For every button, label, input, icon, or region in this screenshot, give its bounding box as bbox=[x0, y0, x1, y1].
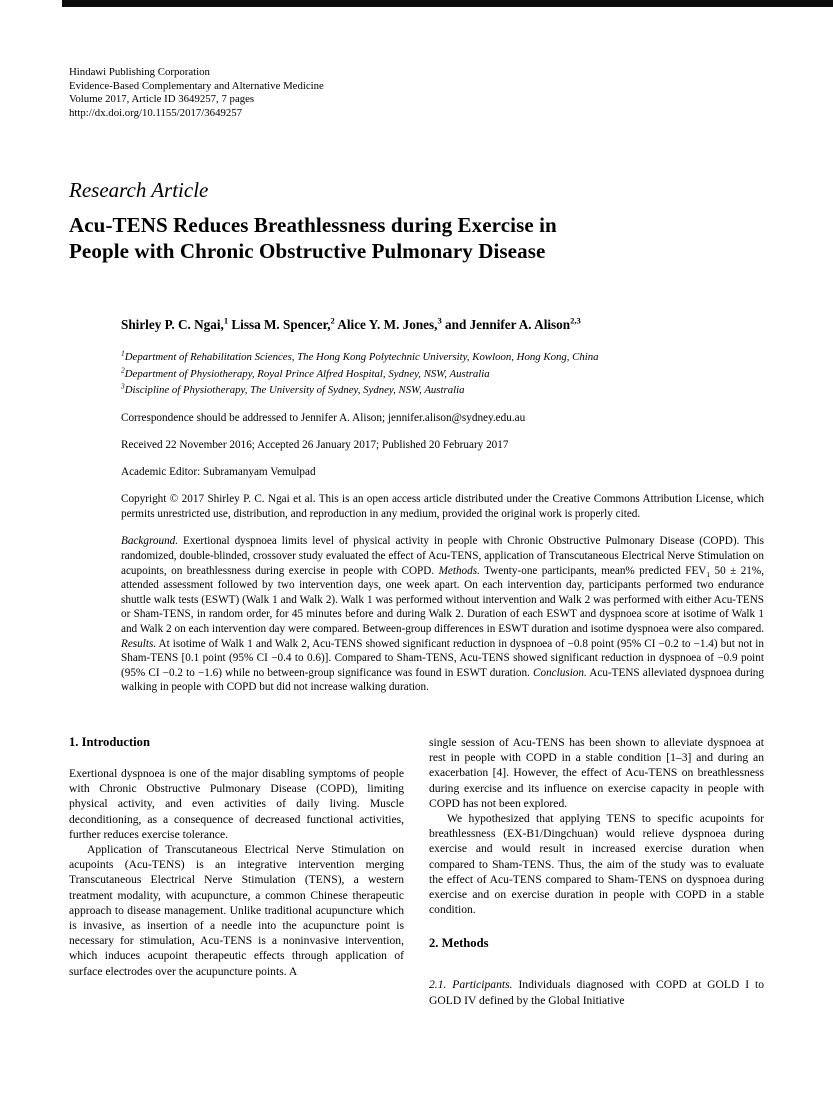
author-affil-ref: 1 bbox=[223, 315, 229, 326]
affiliation-number: 3 bbox=[121, 381, 125, 391]
academic-editor-line: Academic Editor: Subramanyam Vemulpad bbox=[121, 465, 316, 478]
page-content bbox=[69, 0, 764, 1008]
front-matter bbox=[121, 316, 764, 695]
journal-name: Evidence-Based Complementary and Alternative Medicine bbox=[69, 79, 324, 92]
correspondence-text: Correspondence should be addressed to Jennifer A. Alison; bbox=[121, 411, 388, 424]
abstract-methods-text-a: Twenty-one participants, mean% predicted FEV bbox=[479, 564, 707, 577]
author-name: Shirley P. C. Ngai, bbox=[121, 317, 224, 333]
author-affil-ref: 2 bbox=[330, 315, 335, 326]
correspondence-line bbox=[121, 411, 764, 425]
correspondence-email[interactable]: jennifer.alison@sydney.edu.au bbox=[387, 411, 526, 424]
article-title-line2: People with Chronic Obstructive Pulmonary Disease bbox=[69, 239, 546, 264]
dates-line: Received 22 November 2016; Accepted 26 January 2017; Published 20 February 2017 bbox=[121, 438, 509, 451]
participants-text: Individuals diagnosed with COPD at GOLD I to GOLD IV defined by the Global Initiative bbox=[429, 978, 764, 1007]
right-column bbox=[429, 735, 764, 1008]
intro-paragraph-4: We hypothesized that applying TENS to specific acupoints for breathlessness (EX-B1/Dingchuan) would relieve dyspnoea during exercise and would result in increased exercise duration when compared to Sham-TENS. Thus, the aim of the study was to evaluate the effect of Acu-TENS compared to Sham-TENS on dyspnoea during exercise and on exercise duration in people with COPD in a stable condition. bbox=[429, 811, 764, 917]
abstract-methods-text-b: 50 ± 21%, attended assessment followed by two intervention days, one week apart. On each intervention day, participants performed two endurance shuttle walk tests (ESWT) (Walk 1 and Walk 2). Walk 1 was performed without intervention and Walk 2 was performed with either Acu-TENS or Sham-TENS, in random order, for 45 minutes before and during Walk 2. Duration of each ESWT and dyspnoea score at isotime of Walk 1 and Walk 2 on each intervention day were compared. Between-group differences in ESWT duration and isotime dyspnoea were also compared. bbox=[121, 564, 765, 635]
abstract-methods-label: Methods. bbox=[438, 564, 480, 577]
author-name: and Jennifer A. Alison bbox=[441, 317, 571, 333]
volume-info: Volume 2017, Article ID 3649257, 7 pages bbox=[69, 93, 255, 106]
publisher-name: Hindawi Publishing Corporation bbox=[69, 66, 210, 78]
article-body bbox=[69, 735, 764, 1008]
abstract-results-text: At isotime of Walk 1 and Walk 2, Acu-TENS showed significant reduction in dyspnoea of −0.8 point (95% CI −0.2 to −1.4) but not in Sham-TENS [0.1 point (95% CI −0.4 to 0.6)]. Compared to Sham-TENS, Acu-TENS showed significant reduction in dyspnoea of −0.9 point (95% CI −0.2 to −1.6) while no between-group significance was found in ESWT duration. bbox=[121, 637, 764, 679]
publisher-info-block bbox=[69, 66, 764, 120]
abstract-paragraph bbox=[121, 534, 764, 695]
article-type-label: Research Article bbox=[69, 178, 209, 203]
affiliation-line bbox=[121, 349, 764, 365]
authors-line bbox=[121, 316, 764, 333]
abstract-conclusion-text: Acu-TENS alleviated dyspnoea during walking in people with COPD but did not increase walking duration. bbox=[121, 666, 764, 694]
left-column bbox=[69, 735, 404, 1008]
intro-paragraph-1: Exertional dyspnoea is one of the major disabling symptoms of people with Chronic Obstructive Pulmonary Disease (COPD), limiting physical activity, and even activities of daily living. Muscle deconditioning, as a consequence of decreased functional activities, further reduces exercise tolerance. bbox=[69, 766, 404, 841]
fev-subscript: 1 bbox=[706, 569, 711, 579]
section-heading-methods: 2. Methods bbox=[429, 936, 489, 951]
abstract-background-label: Background. bbox=[121, 535, 179, 548]
participants-paragraph bbox=[429, 977, 764, 1007]
author-affil-ref: 3 bbox=[437, 315, 442, 326]
abstract-results-label: Results. bbox=[121, 637, 157, 650]
affiliation-line bbox=[121, 382, 764, 398]
author-name: Lissa M. Spencer, bbox=[228, 317, 331, 333]
doi-link[interactable]: http://dx.doi.org/10.1155/2017/3649257 bbox=[69, 106, 243, 119]
affiliation-text: Discipline of Physiotherapy, The University of Sydney, Sydney, NSW, Australia bbox=[124, 383, 465, 396]
abstract-background-text: Exertional dyspnoea limits level of physical activity in people with Chronic Obstructive Pulmonary Disease (COPD). This randomized, double-blinded, crossover study evaluated the effect of Acu-TENS, application of Transcutaneous Electrical Nerve Stimulation on acupoints, on breathlessness during exercise in people with COPD. bbox=[121, 535, 764, 577]
affiliation-text: Department of Rehabilitation Sciences, The Hong Kong Polytechnic University, Kowloon, Hong Kong, China bbox=[124, 351, 599, 364]
copyright-notice: Copyright © 2017 Shirley P. C. Ngai et al. This is an open access article distributed under the Creative Commons Attribution License, which permits unrestricted use, distribution, and reproduction in any medium, provided the original work is properly cited. bbox=[121, 492, 764, 521]
author-name: Alice Y. M. Jones, bbox=[334, 317, 438, 333]
affiliation-number: 1 bbox=[121, 348, 125, 358]
affiliation-number: 2 bbox=[121, 364, 125, 374]
affiliations-block bbox=[121, 349, 764, 398]
intro-paragraph-3: single session of Acu-TENS has been shown to alleviate dyspnoea at rest in people with COPD in a stable condition [1–3] and during an exacerbation [4]. However, the effect of Acu-TENS on breathlessness during exercise and its influence on exercise capacity in people with COPD has not been explored. bbox=[429, 735, 764, 810]
section-heading-introduction: 1. Introduction bbox=[69, 734, 150, 749]
intro-paragraph-2: Application of Transcutaneous Electrical Nerve Stimulation on acupoints (Acu-TENS) is an integrative intervention merging Transcutaneous Electrical Nerve Stimulation (TENS), a western treatment modality, with acupuncture, a common Chinese therapeutic approach to disease management. Unlike traditional acupuncture which is invasive, as insertion of a needle into the acupuncture point is necessary for stimulation, Acu-TENS is a noninvasive intervention, which induces acupoint therapeutic effects through application of surface electrodes over the acupuncture points. A bbox=[69, 842, 404, 978]
article-title-line1: Acu-TENS Reduces Breathlessness during Exercise in bbox=[69, 213, 557, 238]
affiliation-text: Department of Physiotherapy, Royal Prince Alfred Hospital, Sydney, NSW, Australia bbox=[124, 367, 490, 380]
subsection-label-participants: 2.1. Participants. bbox=[429, 978, 513, 992]
abstract-conclusion-label: Conclusion. bbox=[533, 666, 587, 679]
affiliation-line bbox=[121, 366, 764, 382]
author-affil-ref: 2,3 bbox=[570, 315, 581, 326]
article-title bbox=[69, 212, 764, 264]
